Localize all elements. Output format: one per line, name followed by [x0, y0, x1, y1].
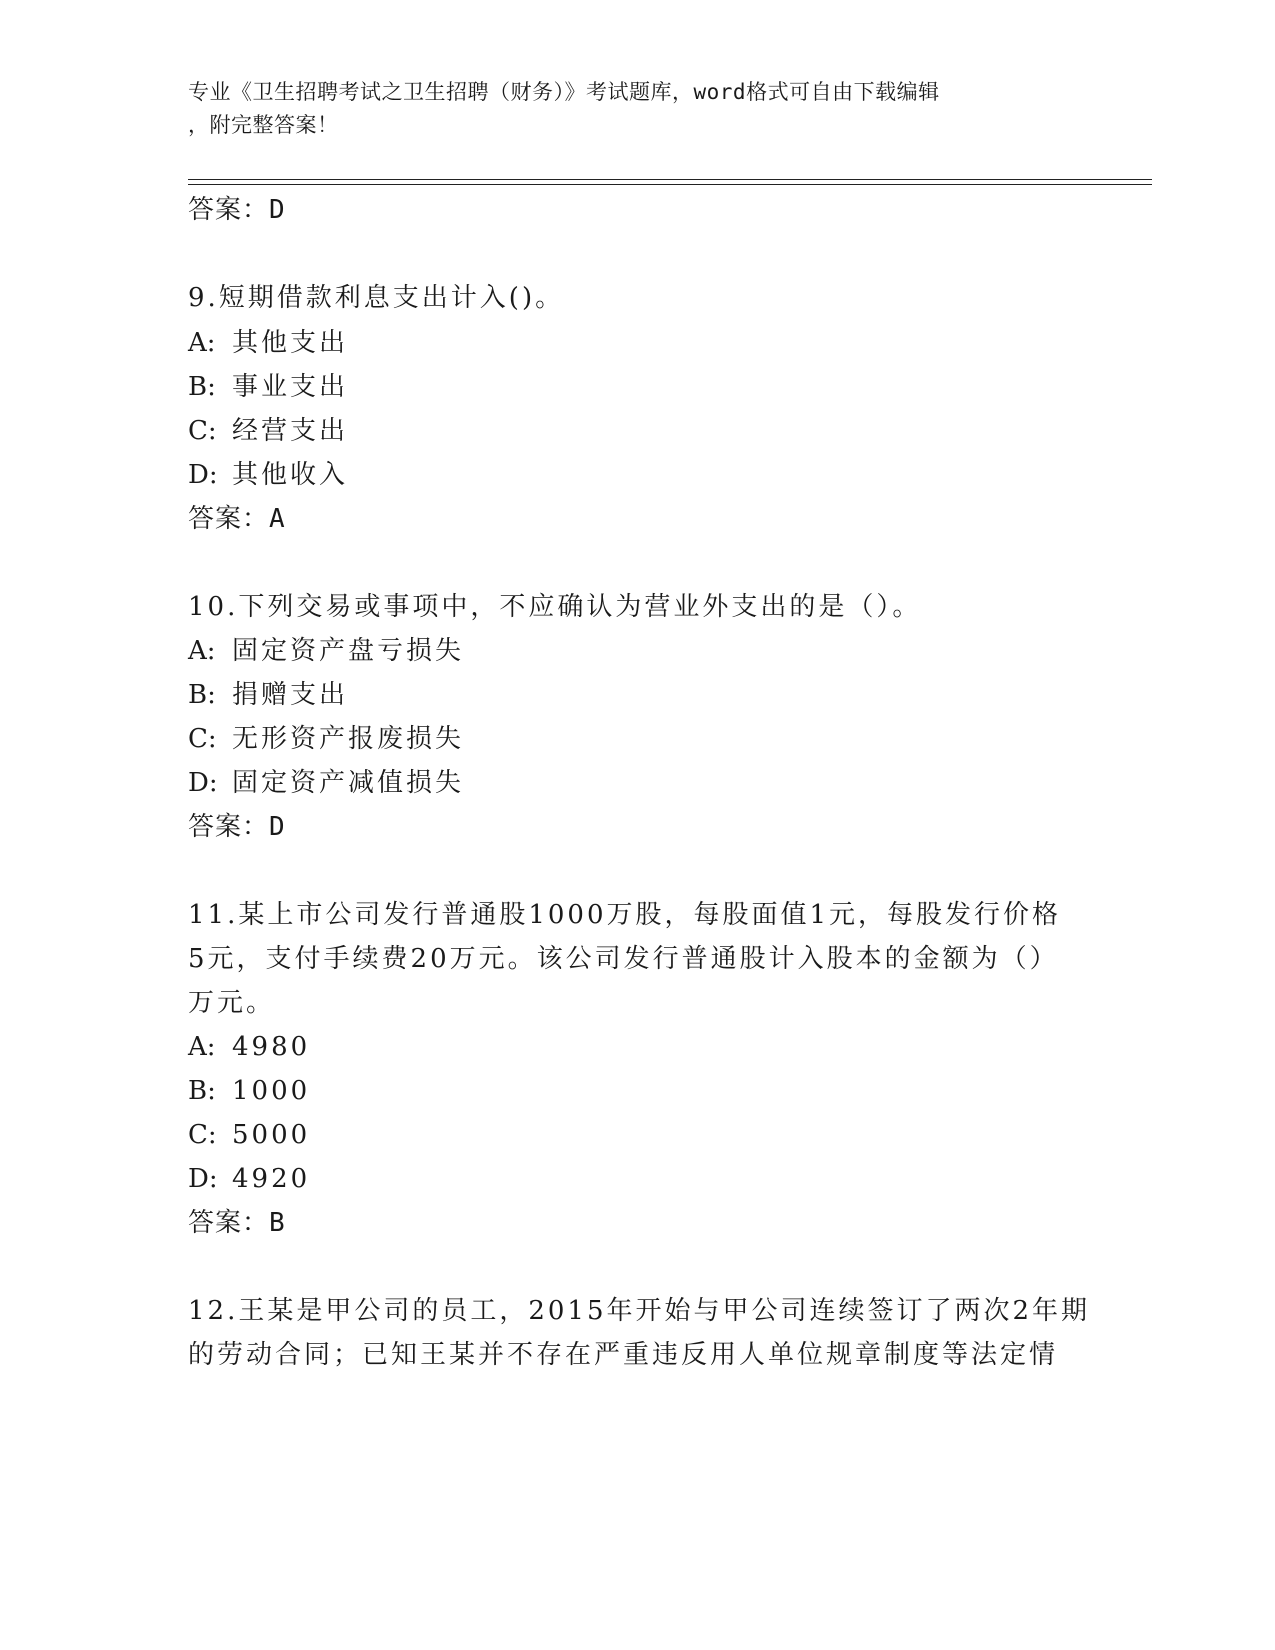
option-text: 4920: [232, 1164, 311, 1194]
option-b: [188, 678, 348, 712]
header-rule-bottom: [188, 184, 1152, 185]
option-letter: B:: [188, 1076, 216, 1106]
option-text: 固定资产盘亏损失: [232, 636, 465, 666]
option-text: 其他支出: [232, 328, 349, 358]
option-letter: C:: [188, 416, 217, 446]
option-text: 捐赠支出: [232, 680, 349, 710]
option-b: [188, 370, 348, 404]
option-d: [188, 458, 348, 492]
answer-line: 答案：D: [188, 195, 286, 225]
option-text: 1000: [232, 1076, 311, 1106]
question-stem: 万元。: [188, 988, 276, 1018]
option-letter: A:: [188, 328, 216, 358]
option-letter: D:: [188, 768, 218, 798]
option-text: 经营支出: [232, 416, 349, 446]
question-stem: 5元，支付手续费20万元。该公司发行普通股计入股本的金额为（）: [188, 944, 1059, 974]
option-c: [188, 722, 464, 756]
option-letter: B:: [188, 372, 216, 402]
answer-line: 答案：A: [188, 504, 286, 534]
option-letter: D:: [188, 1164, 218, 1194]
option-letter: C:: [188, 724, 217, 754]
option-a: [188, 1030, 310, 1064]
option-text: 无形资产报废损失: [232, 724, 465, 754]
header-line-2: ，附完整答案！: [188, 113, 339, 137]
option-text: 5000: [232, 1120, 311, 1150]
question-stem: 9.短期借款利息支出计入()。: [188, 283, 565, 313]
option-letter: D:: [188, 460, 218, 490]
question-stem: 10.下列交易或事项中，不应确认为营业外支出的是（）。: [188, 592, 922, 622]
document-header: [188, 76, 1088, 142]
question-stem: 12.王某是甲公司的员工，2015年开始与甲公司连续签订了两次2年期: [188, 1296, 1091, 1326]
option-a: [188, 326, 348, 360]
option-letter: A:: [188, 636, 216, 666]
question-stem: 的劳动合同；已知王某并不存在严重违反用人单位规章制度等法定情: [188, 1340, 1059, 1370]
option-letter: C:: [188, 1120, 217, 1150]
option-d: [188, 1162, 310, 1196]
option-b: [188, 1074, 310, 1108]
header-rule-top: [188, 179, 1152, 180]
option-text: 4980: [232, 1032, 311, 1062]
option-c: [188, 414, 348, 448]
option-d: [188, 766, 464, 800]
answer-line: 答案：B: [188, 1208, 286, 1238]
answer-line: 答案：D: [188, 812, 286, 842]
option-c: [188, 1118, 310, 1152]
option-a: [188, 634, 464, 668]
option-text: 事业支出: [232, 372, 349, 402]
option-text: 固定资产减值损失: [232, 768, 465, 798]
option-letter: A:: [188, 1032, 216, 1062]
option-letter: B:: [188, 680, 216, 710]
question-stem: 11.某上市公司发行普通股1000万股，每股面值1元，每股发行价格: [188, 900, 1062, 930]
option-text: 其他收入: [232, 460, 349, 490]
header-line-1: 专业《卫生招聘考试之卫生招聘（财务）》考试题库，word格式可自由下载编辑: [188, 80, 940, 104]
